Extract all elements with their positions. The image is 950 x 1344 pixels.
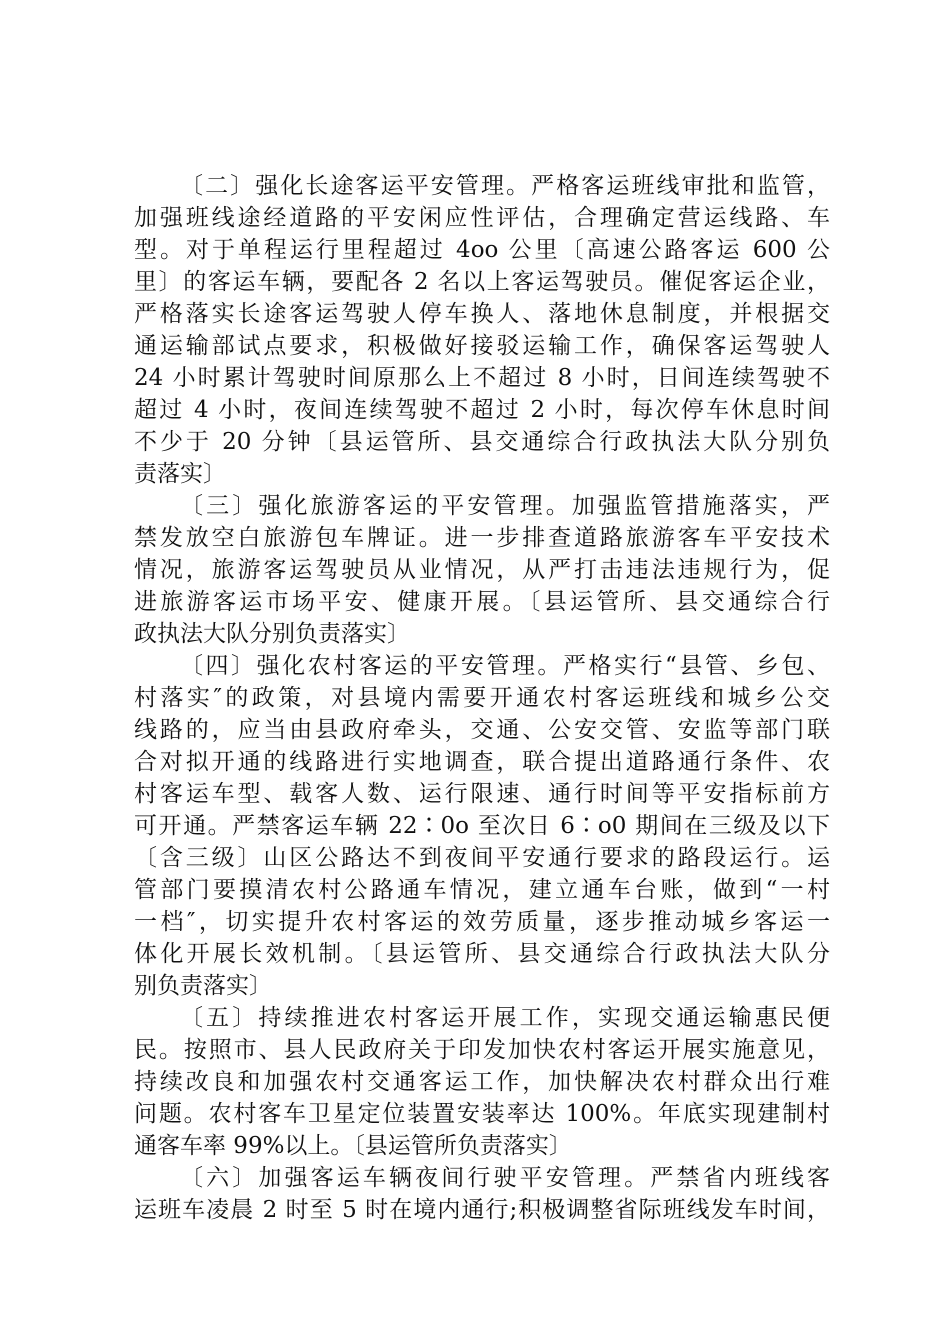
paragraph-section-5 [134,1002,830,1162]
text-line: 一档″，切实提升农村客运的效劳质量，逐步推动城乡客运一 [134,909,830,935]
document-body [134,170,830,1226]
text-line: 体化开展长效机制。〔县运管所、县交通综合行政执法大队分 [134,941,830,967]
text-line: 通客车率 99%以上。〔县运管所负责落实〕 [134,1133,572,1159]
text-line: 加强班线途经道路的平安闲应性评估，合理确定营运线路、车 [134,205,830,231]
text-line: 禁发放空白旅游包车牌证。进一步排查道路旅游客车平安技术 [134,525,830,551]
paragraph-section-2 [134,170,830,490]
text-line: 政执法大队分别负责落实〕 [134,621,410,647]
text-line: 超过 4 小时，夜间连续驾驶不超过 2 小时，每次停车休息时间 [134,397,830,423]
text-line: 〔四〕强化农村客运的平安管理。严格实行“县管、乡包、 [180,653,830,679]
text-line: 运班车凌晨 2 时至 5 时在境内通行;积极调整省际班线发车时间， [134,1197,830,1223]
paragraph-section-4 [134,650,830,1002]
text-line: 民。按照市、县人民政府关于印发加快农村客运开展实施意见， [134,1037,830,1063]
text-line: 持续改良和加强农村交通客运工作，加快解决农村群众出行难 [134,1069,830,1095]
paragraph-section-6 [134,1162,830,1226]
text-line: 〔二〕强化长途客运平安管理。严格客运班线审批和监管， [180,173,830,199]
text-line: 进旅游客运市场平安、健康开展。〔县运管所、县交通综合行 [134,589,830,615]
text-line: 24 小时累计驾驶时间原那么上不超过 8 小时，日间连续驾驶不 [134,365,830,391]
text-line: 线路的，应当由县政府牵头，交通、公安交管、安监等部门联 [134,717,830,743]
text-line: 情况，旅游客运驾驶员从业情况，从严打击违法违规行为，促 [134,557,830,583]
text-line: 〔含三级〕山区公路达不到夜间平安通行要求的路段运行。运 [134,845,830,871]
text-line: 问题。农村客车卫星定位装置安装率达 100%。年底实现建制村 [134,1101,830,1127]
text-line: 责落实〕 [134,461,226,487]
text-line: 〔六〕加强客运车辆夜间行驶平安管理。严禁省内班线客 [180,1165,830,1191]
text-line: 村客运车型、载客人数、运行限速、通行时间等平安指标前方 [134,781,830,807]
paragraph-section-3 [134,490,830,650]
text-line: 别负责落实〕 [134,973,272,999]
text-line: 型。对于单程运行里程超过 4oo 公里〔高速公路客运 600 公 [134,237,830,263]
text-line: 管部门要摸清农村公路通车情况，建立通车台账，做到“一村 [134,877,830,903]
text-line: 不少于 20 分钟〔县运管所、县交通综合行政执法大队分别负 [134,429,830,455]
text-line: 合对拟开通的线路进行实地调查，联合提出道路通行条件、农 [134,749,830,775]
text-line: 严格落实长途客运驾驶人停车换人、落地休息制度，并根据交 [134,301,830,327]
text-line: 〔五〕持续推进农村客运开展工作，实现交通运输惠民便 [180,1005,830,1031]
text-line: 〔三〕强化旅游客运的平安管理。加强监管措施落实，严 [180,493,830,519]
text-line: 里〕的客运车辆，要配各 2 名以上客运驾驶员。催促客运企业， [134,269,830,295]
text-line: 可开通。严禁客运车辆 22∶0o 至次日 6∶o0 期间在三级及以下 [134,813,830,839]
text-line: 村落实″的政策，对县境内需要开通农村客运班线和城乡公交 [134,685,830,711]
text-line: 通运输部试点要求，积极做好接驳运输工作，确保客运驾驶人 [134,333,830,359]
